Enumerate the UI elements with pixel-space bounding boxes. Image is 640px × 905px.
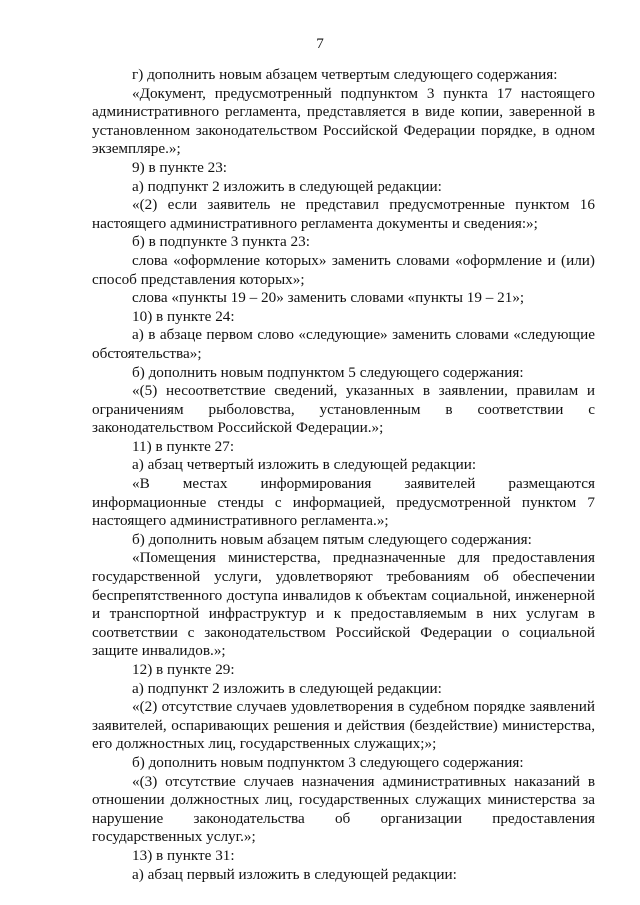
paragraph: «В местах информирования заявителей размещаются информационные стенды с информацией, предусмотренной пунктом 7 настоящего административного регламента.»; [92, 475, 595, 530]
paragraph: 10) в пункте 24: [132, 307, 235, 325]
paragraph: а) в абзаце первом слово «следующие» заменить словами «следующие обстоятельства»; [92, 326, 595, 362]
paragraph: «Документ, предусмотренный подпунктом 3 пункта 17 настоящего административного регламента, представляется в виде копии, заверенной в установленном законодательством Российской Федерации порядке, в одном экземпляре.»; [92, 84, 595, 158]
paragraph: 11) в пункте 27: [132, 437, 235, 455]
paragraph: б) в подпункте 3 пункта 23: [132, 233, 310, 251]
paragraph: слова «пункты 19 – 20» заменить словами «пункты 19 – 21»; [132, 289, 525, 307]
paragraph: слова «оформление которых» заменить словами «оформление и (или) способ представления которых»; [92, 251, 595, 288]
paragraph: 12) в пункте 29: [132, 661, 235, 678]
paragraph: б) дополнить новым подпунктом 3 следующего содержания: [132, 753, 524, 771]
paragraph: «Помещения министерства, предназначенные для предоставления государственной услуги, удовлетворяют требованиям об обеспечении беспрепятственного доступа инвалидов к объектам социальной, инженерной и транспортной инфраструктур и к предоставляемым в них услугам в соответствии с законодательством Российской Федерации о социальной защите инвалидов.»; [92, 549, 595, 660]
paragraph: а) подпункт 2 изложить в следующей редакции: [132, 679, 442, 697]
page-number: 7 [316, 35, 324, 52]
paragraph: г) дополнить новым абзацем четвертым следующего содержания: [132, 66, 558, 83]
paragraph: б) дополнить новым абзацем пятым следующего содержания: [132, 530, 532, 548]
paragraph: б) дополнить новым подпунктом 5 следующего содержания: [132, 363, 524, 381]
paragraph: а) подпункт 2 изложить в следующей редакции: [132, 177, 442, 195]
paragraph: «(2) отсутствие случаев удовлетворения в судебном порядке заявлений заявителей, оспаривающих решения и действия (бездействие) министерства, его должностных лиц, государственных служащих;»; [92, 698, 595, 753]
paragraph: «(2) если заявитель не представил предусмотренные пунктом 16 настоящего административного регламента документы и сведения:»; [92, 196, 595, 232]
paragraph: а) абзац четвертый изложить в следующей редакции: [132, 456, 477, 474]
document-body [92, 66, 595, 884]
paragraph: 13) в пункте 31: [132, 846, 235, 864]
paragraph: 9) в пункте 23: [132, 158, 228, 176]
paragraph: «(5) несоответствие сведений, указанных в заявлении, правилам и ограничениям рыболовства, установленным в соответствии с законодательством Российской Федерации.»; [92, 382, 595, 437]
paragraph: а) абзац первый изложить в следующей редакции: [132, 865, 457, 883]
paragraph: «(3) отсутствие случаев назначения административных наказаний в отношении должностных лиц, государственных служащих министерства за нарушение законодательства об организации предоставления государственных услуг.»; [92, 772, 595, 846]
